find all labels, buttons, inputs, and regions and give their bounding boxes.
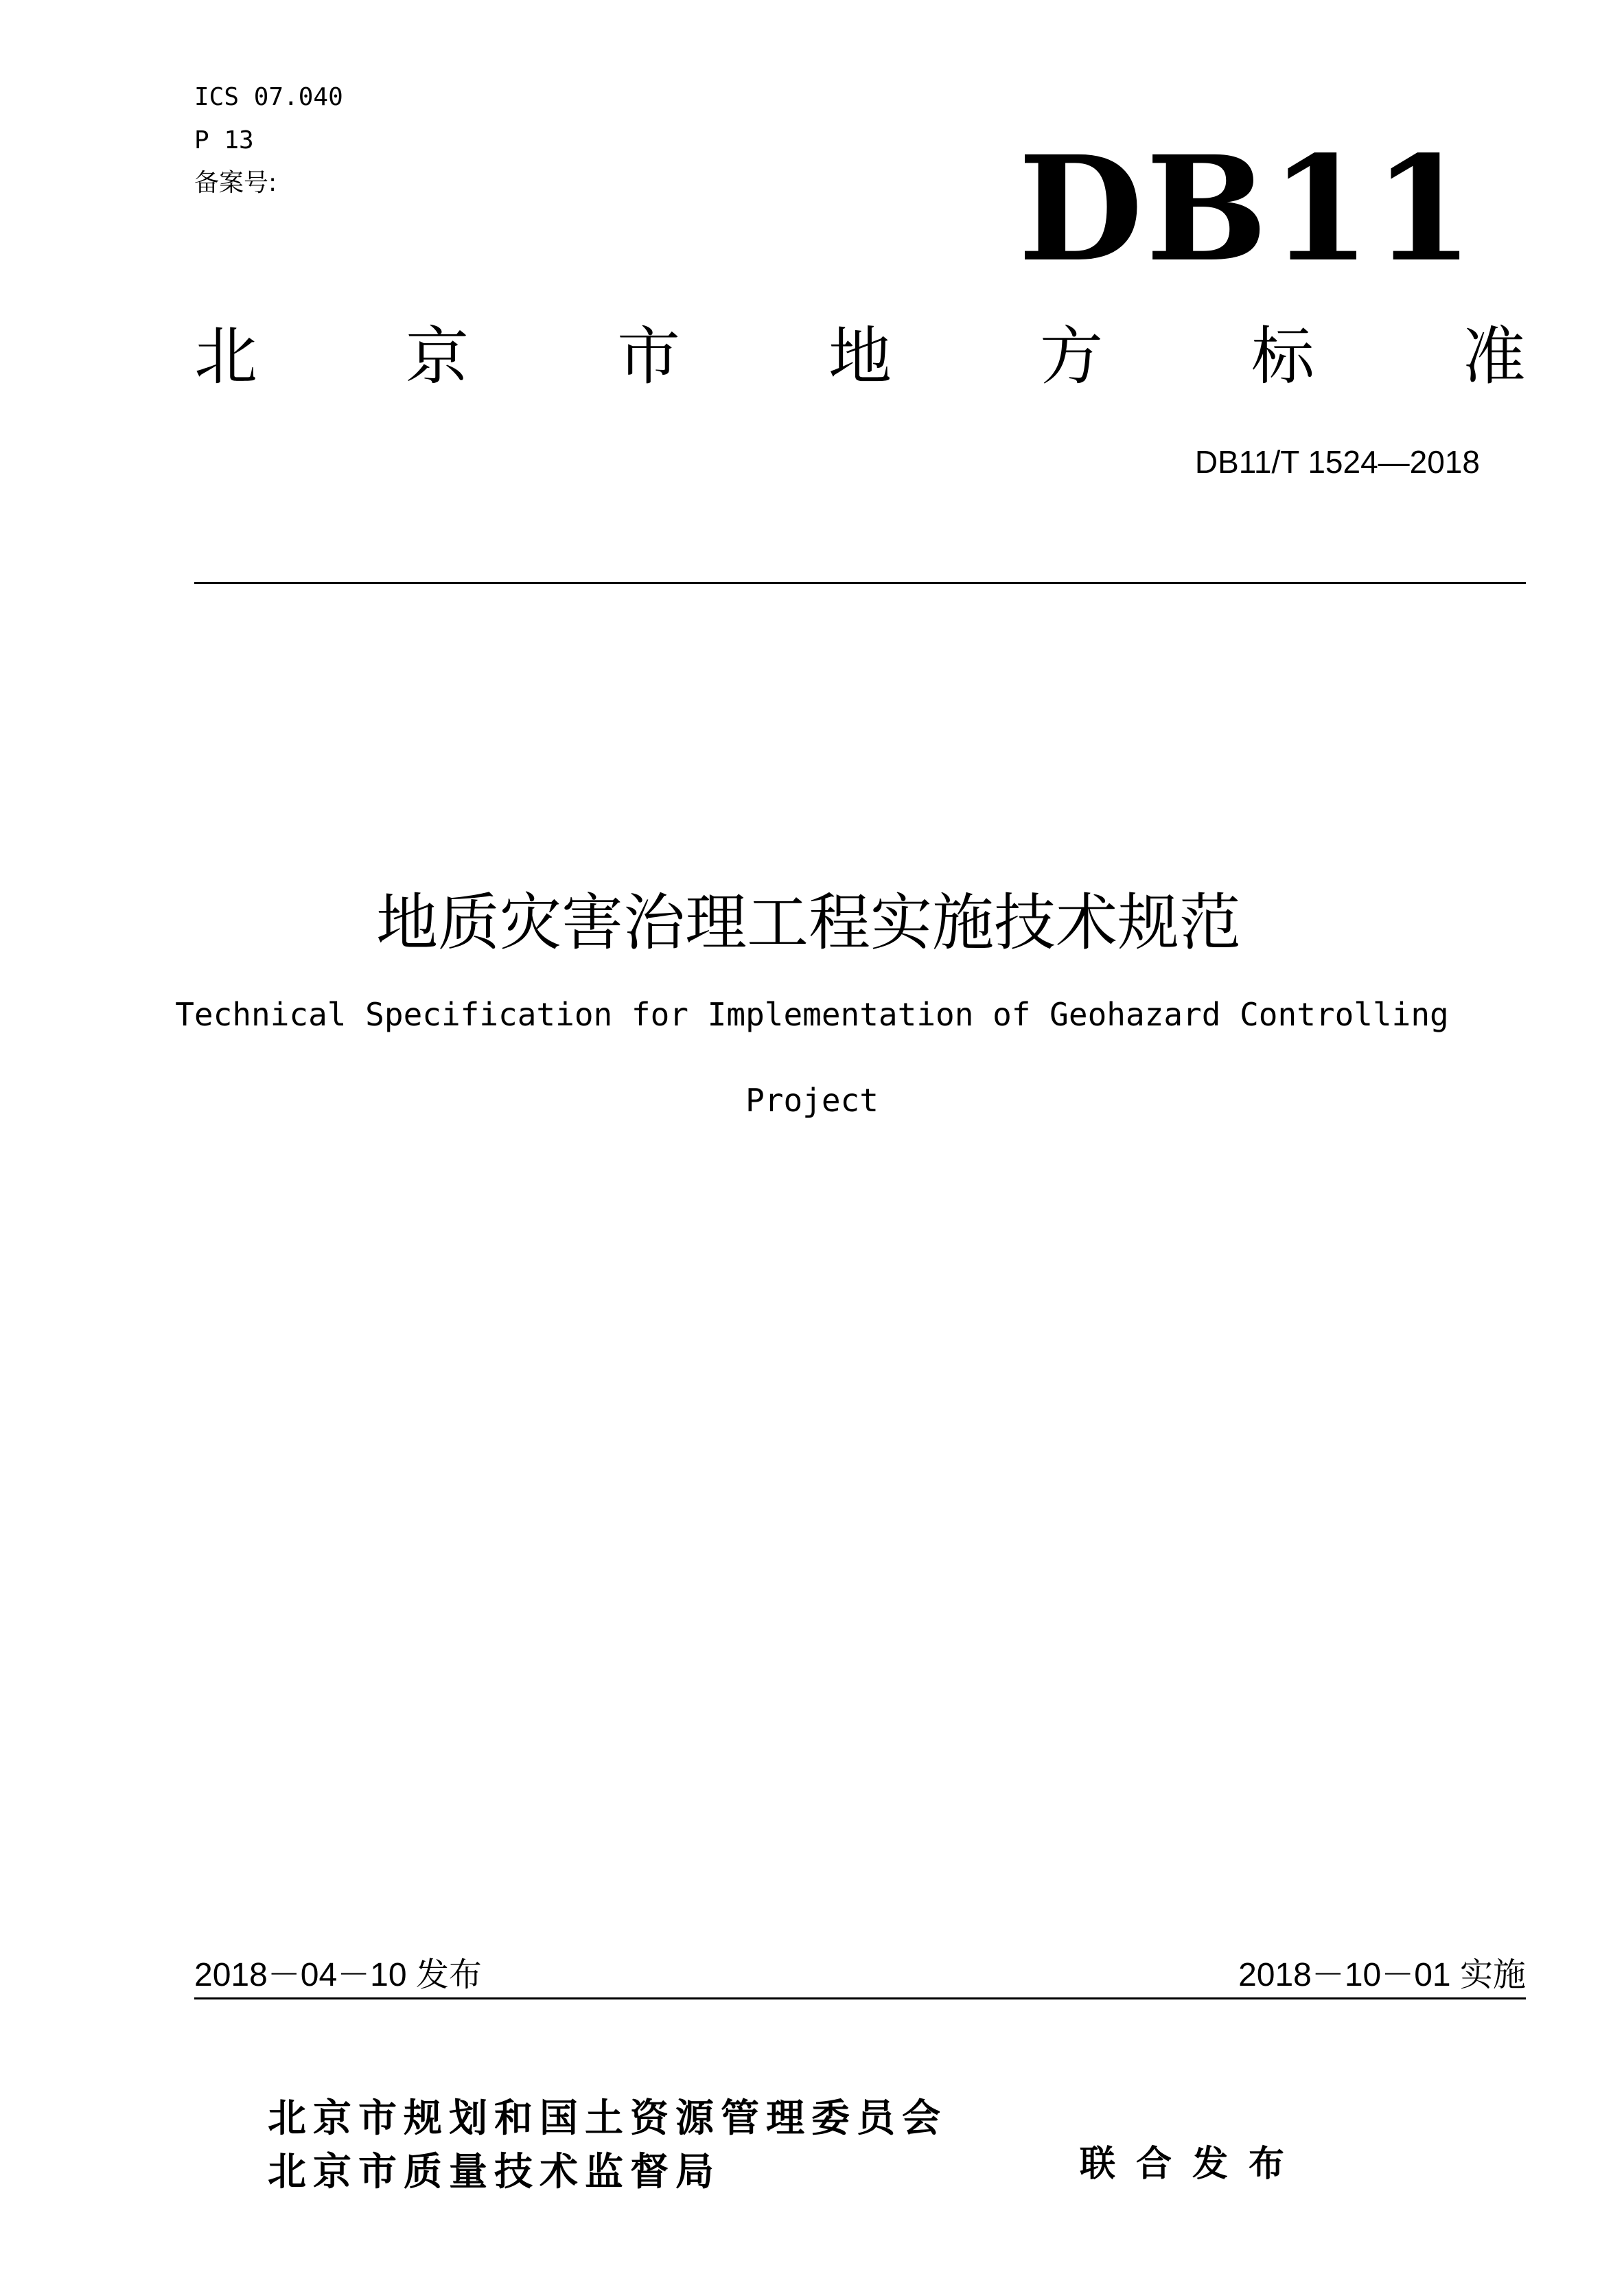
- joint-issue-label: 联合发布: [1080, 2144, 1306, 2185]
- issuer-quality-bureau: 北京市质量技术监督局: [268, 2150, 721, 2194]
- standard-type-char: 北: [194, 320, 258, 393]
- standard-type-char: 准: [1462, 320, 1526, 393]
- db11-logo: DB11: [1018, 124, 1476, 294]
- ccs-code: P 13: [194, 126, 254, 154]
- title-chinese: 地质灾害治理工程实施技术规范: [376, 887, 1241, 959]
- standard-type-char: 标: [1251, 320, 1314, 393]
- standard-type-char: 地: [828, 320, 892, 393]
- issuer-planning-commission: 北京市规划和国土资源管理委员会: [268, 2096, 947, 2141]
- standard-code: DB11/T 1524—2018: [1194, 444, 1480, 480]
- standard-type-char: 市: [616, 320, 680, 393]
- ics-code: ICS 07.040: [194, 83, 343, 111]
- footer-divider: [194, 1997, 1526, 1999]
- implementation-date-value: 2018－10－01: [1238, 1957, 1451, 1993]
- standard-type-char: 京: [405, 320, 469, 393]
- standard-type-char: 方: [1039, 320, 1103, 393]
- header-divider: [194, 582, 1526, 584]
- issue-date-value: 2018－04－10: [194, 1957, 407, 1993]
- implementation-date: [1238, 1955, 1526, 1995]
- issue-date: [194, 1955, 482, 1995]
- standard-type: [194, 319, 1526, 395]
- title-english-line1: Technical Specification for Implementation of Geohazard Controlling: [175, 996, 1449, 1033]
- implementation-date-suffix: 实施: [1459, 1956, 1526, 1994]
- title-english-line2: Project: [745, 1082, 879, 1119]
- issue-date-suffix: 发布: [415, 1956, 482, 1994]
- record-number-label: 备案号:: [194, 169, 277, 197]
